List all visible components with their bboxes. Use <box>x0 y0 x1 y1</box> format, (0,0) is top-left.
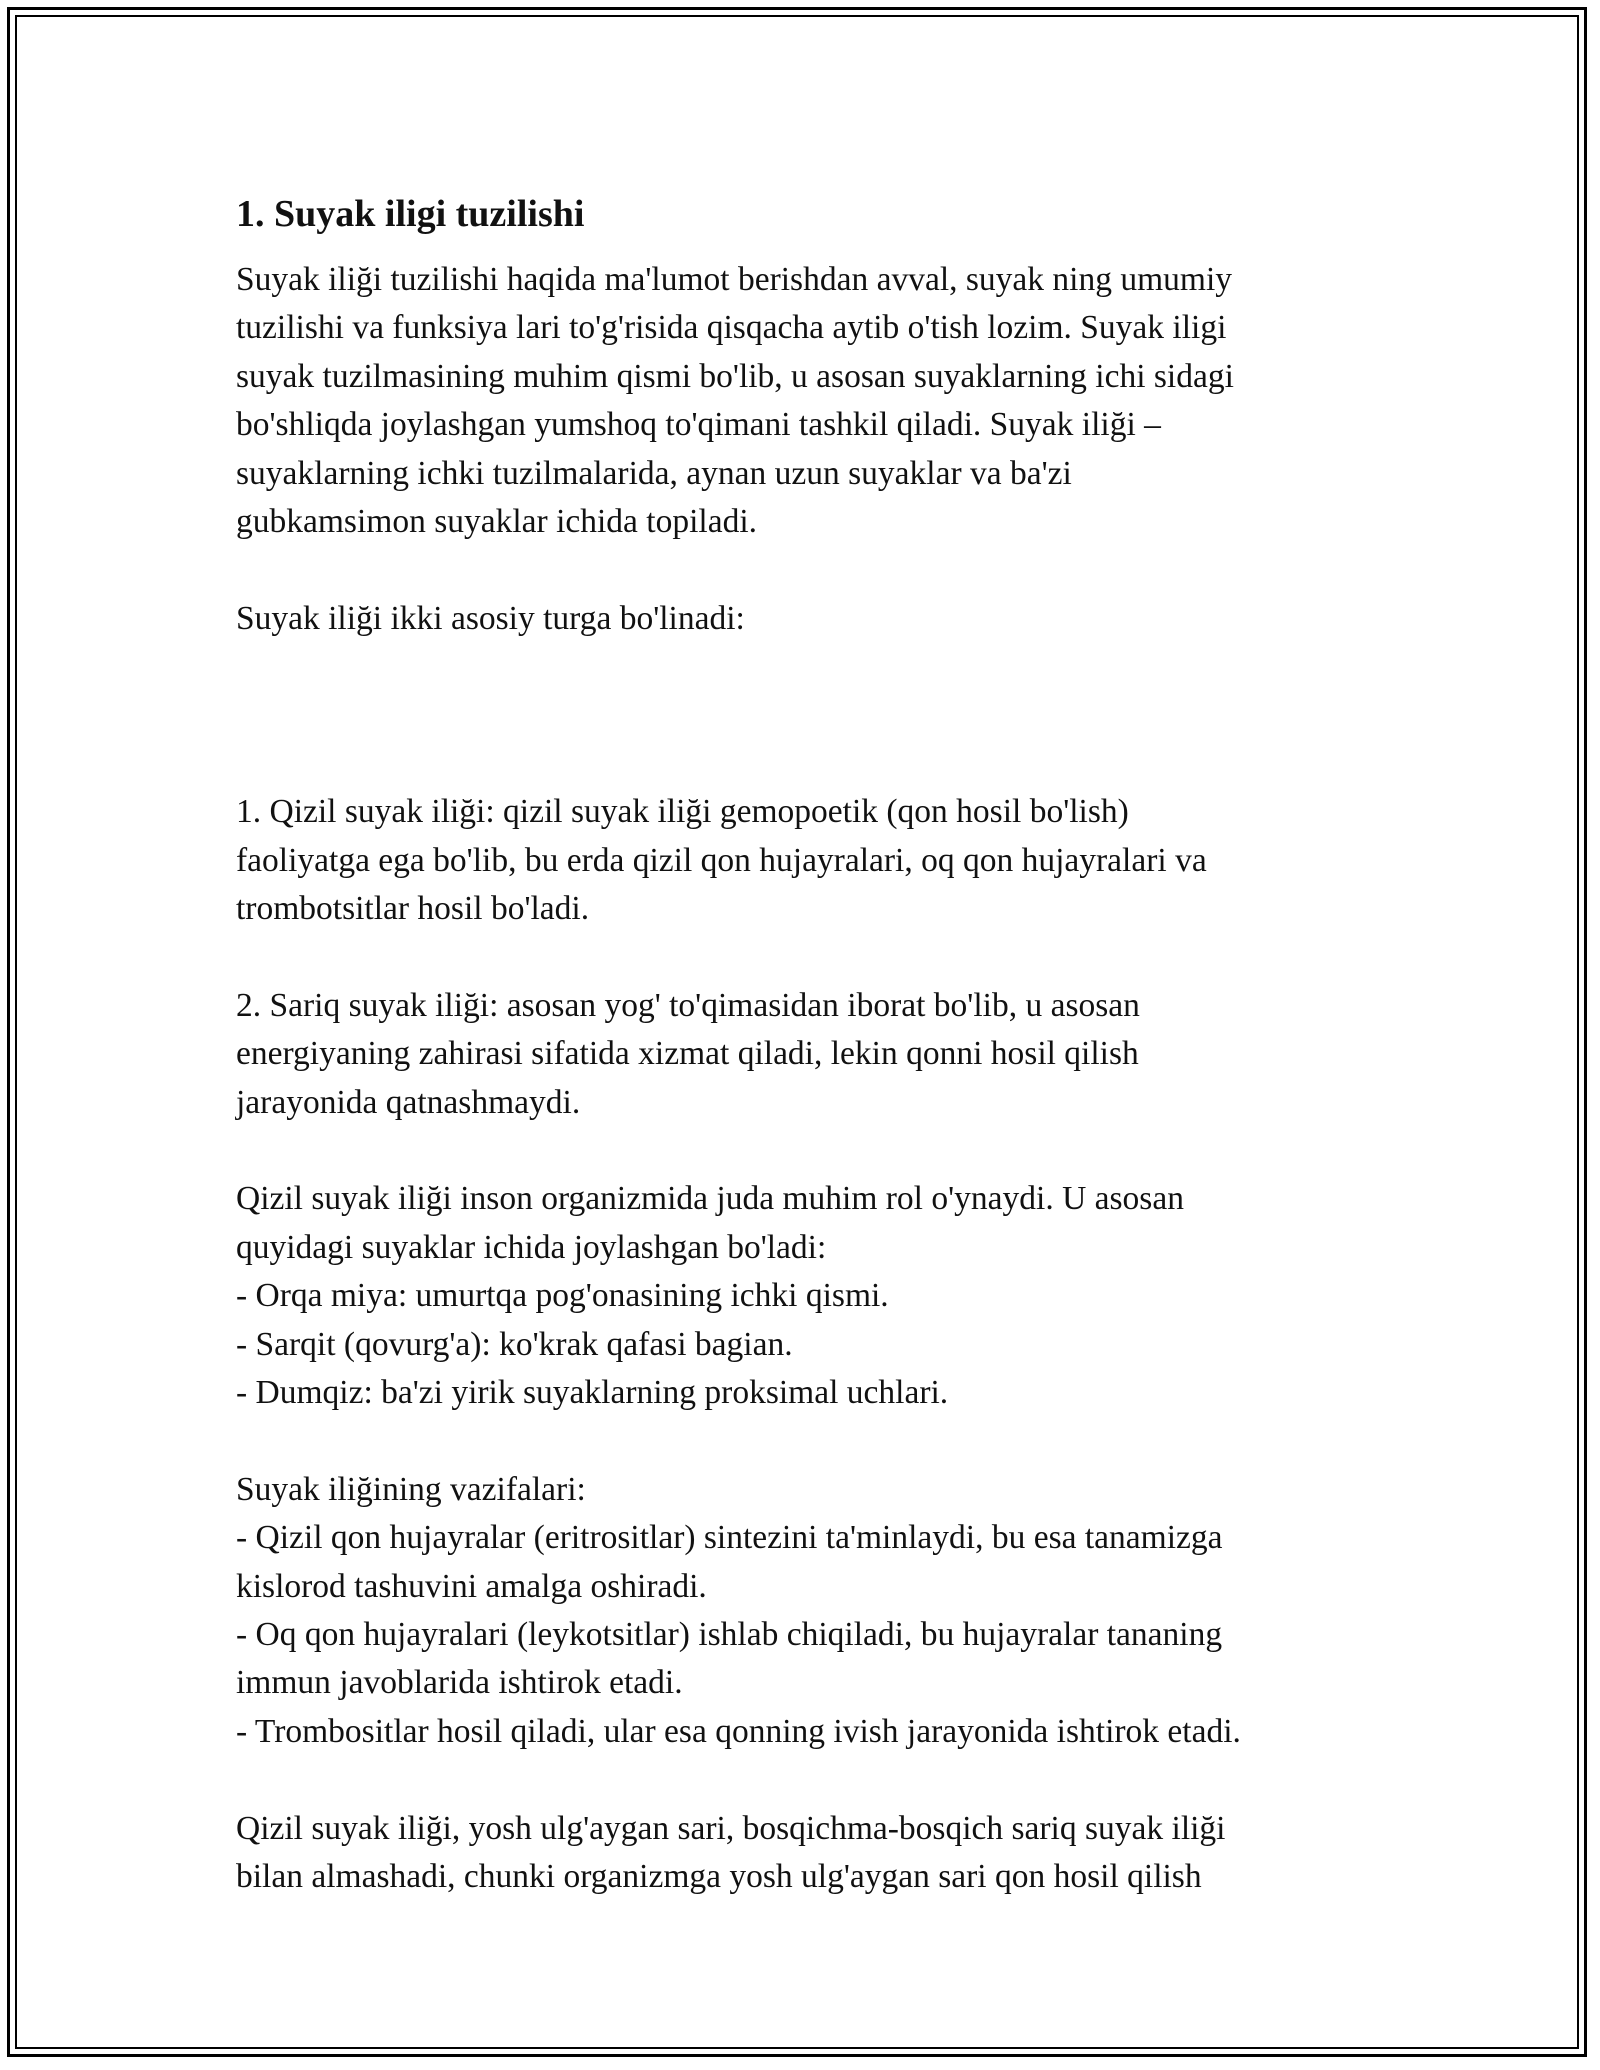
text-line: bilan almashadi, chunki organizmga yosh ulg'aygan sari qon hosil qilish <box>236 1857 1202 1895</box>
text-line: trombotsitlar hosil bo'ladi. <box>236 890 590 928</box>
text-line: faoliyatga ega bo'lib, bu erda qizil qon hujayralari, oq qon hujayralari va <box>236 841 1207 879</box>
text-line: - Qizil qon hujayralar (eritrositlar) sintezini ta'minlaydi, bu esa tanamizga <box>236 1519 1223 1557</box>
blank-line <box>236 692 1366 740</box>
text-line: Qizil suyak iliği inson organizmida juda muhim rol o'ynaydi. U asosan <box>236 1180 1184 1218</box>
text-line: - Trombositlar hosil qiladi, ular esa qonning ivish jarayonida ishtirok etadi. <box>236 1712 1241 1750</box>
paragraph <box>236 256 1366 546</box>
paragraph-gap <box>236 1417 1366 1465</box>
paragraph-gap <box>236 1756 1366 1804</box>
paragraph <box>236 595 1366 643</box>
text-line: immun javoblarida ishtirok etadi. <box>236 1664 683 1702</box>
text-line: 1. Qizil suyak iliği: qizil suyak iliği gemopoetik (qon hosil bo'lish) <box>236 793 1129 831</box>
paragraph <box>236 788 1366 933</box>
text-line: - Orqa miya: umurtqa pog'onasining ichki qismi. <box>236 1277 889 1315</box>
paragraph-gap <box>236 546 1366 594</box>
text-line: Qizil suyak iliği, yosh ulg'aygan sari, bosqichma-bosqich sariq suyak iliği <box>236 1809 1226 1847</box>
text-line: tuzilishi va funksiya lari to'g'risida qisqacha aytib o'tish lozim. Suyak iligi <box>236 309 1227 347</box>
paragraph-gap <box>236 1127 1366 1175</box>
text-line: - Sarqit (qovurg'a): ko'krak qafasi bagian. <box>236 1325 793 1363</box>
text-line: - Oq qon hujayralari (leykotsitlar) ishlab chiqiladi, bu hujayralar tananing <box>236 1615 1223 1653</box>
text-line: kislorod tashuvini amalga oshiradi. <box>236 1567 707 1605</box>
text-line: - Dumqiz: ba'zi yirik suyaklarning proksimal uchlari. <box>236 1373 949 1411</box>
paragraph-list <box>236 256 1366 1901</box>
paragraph-gap <box>236 740 1366 788</box>
document-body <box>236 186 1366 1901</box>
text-line: energiyaning zahirasi sifatida xizmat qiladi, lekin qonni hosil qilish <box>236 1035 1139 1073</box>
paragraph <box>236 982 1366 1127</box>
text-line: suyaklarning ichki tuzilmalarida, aynan uzun suyaklar va ba'zi <box>236 454 1072 492</box>
text-line: Suyak iliği ikki asosiy turga bo'linadi: <box>236 599 745 637</box>
text-line: gubkamsimon suyaklar ichida topiladi. <box>236 502 758 540</box>
paragraph <box>236 1805 1366 1902</box>
paragraph-gap <box>236 933 1366 981</box>
text-line: suyak tuzilmasining muhim qismi bo'lib, u asosan suyaklarning ichi sidagi <box>236 357 1234 395</box>
text-line: 2. Sariq suyak iliği: asosan yog' to'qimasidan iborat bo'lib, u asosan <box>236 986 1140 1024</box>
text-line: jarayonida qatnashmaydi. <box>236 1083 581 1121</box>
text-line: Suyak iliği tuzilishi haqida ma'lumot berishdan avval, suyak ning umumiy <box>236 261 1233 298</box>
text-line: quyidagi suyaklar ichida joylashgan bo'ladi: <box>236 1228 827 1266</box>
text-line: bo'shliqda joylashgan yumshoq to'qimani tashkil qiladi. Suyak iliği – <box>236 406 1161 444</box>
paragraph-gap <box>236 643 1366 691</box>
paragraph <box>236 1175 1366 1417</box>
section-heading: 1. Suyak iligi tuzilishi <box>236 193 585 235</box>
text-line: Suyak iliğining vazifalari: <box>236 1470 586 1508</box>
paragraph <box>236 1466 1366 1756</box>
paragraph <box>236 692 1366 740</box>
